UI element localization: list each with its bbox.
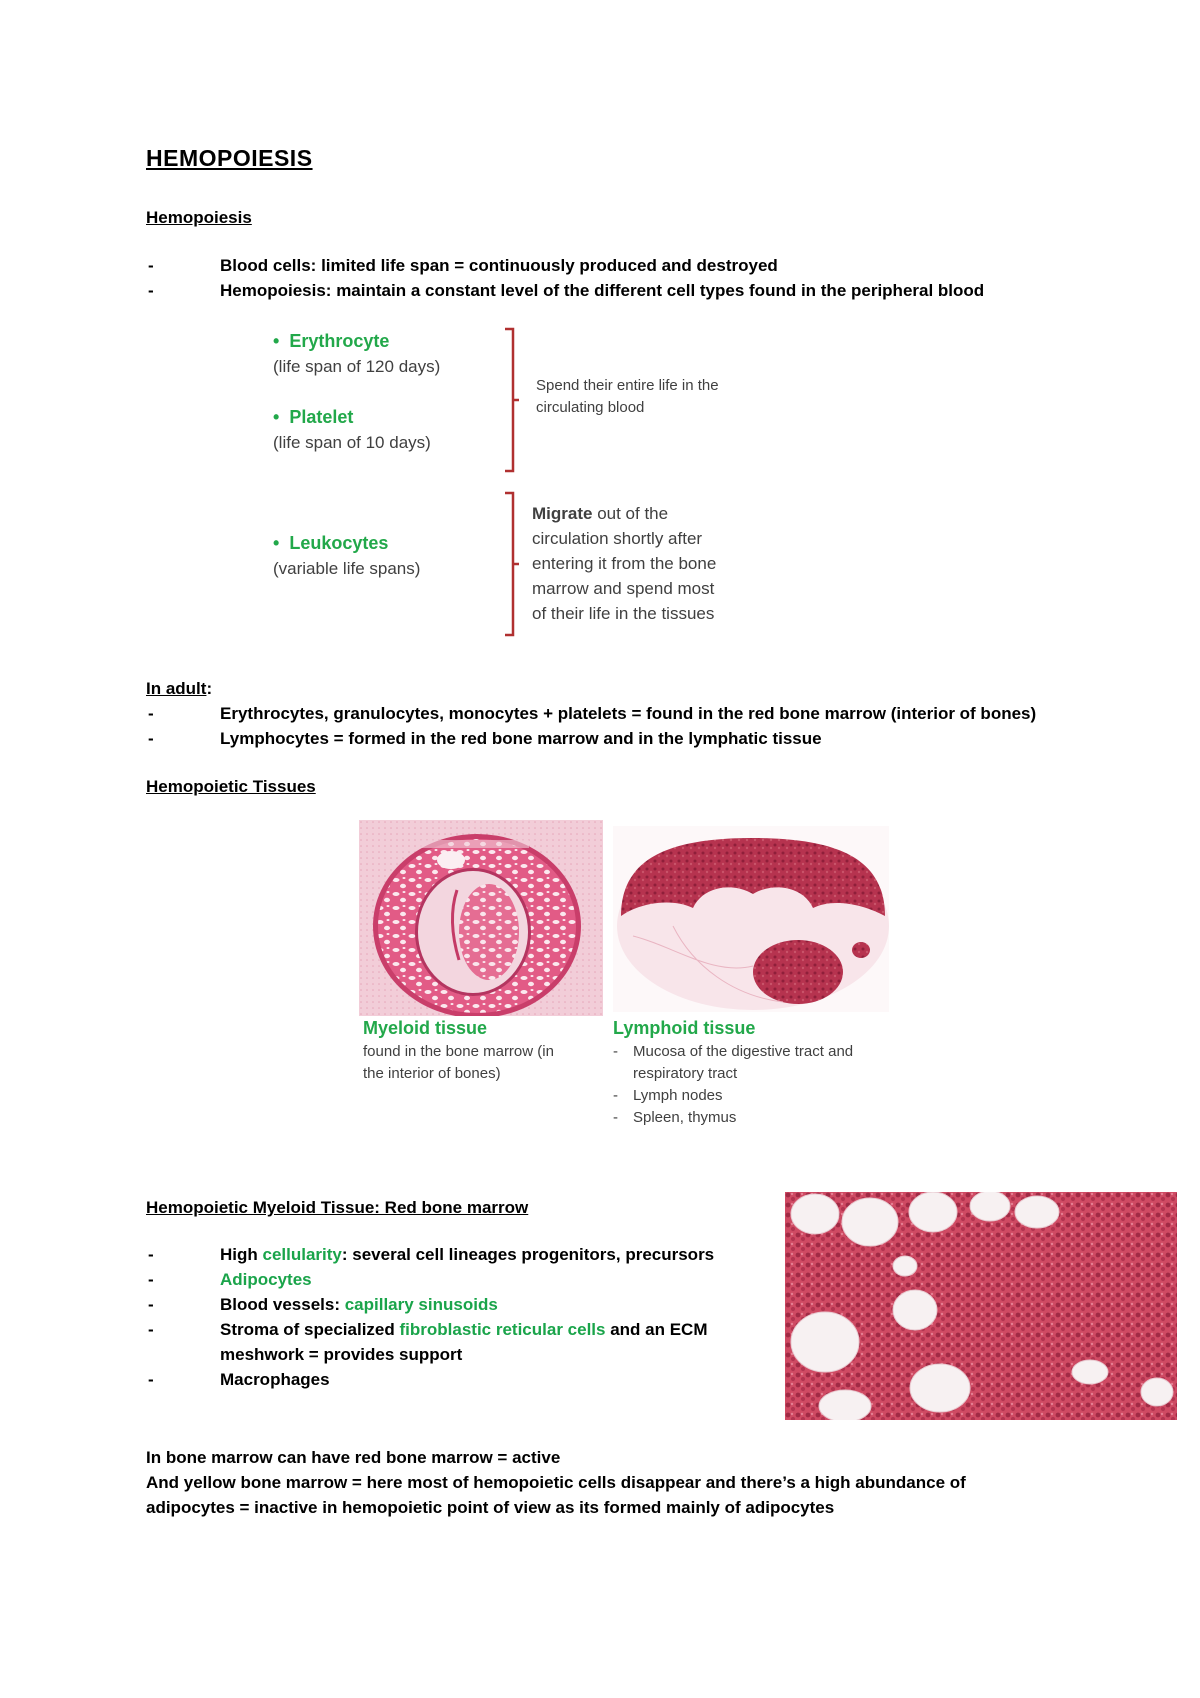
bracket1-note <box>536 375 719 419</box>
note-line: circulating blood <box>536 399 645 416</box>
bullet-dash: - <box>148 1295 154 1314</box>
bullet-dash: - <box>148 729 154 748</box>
list-item: Erythrocytes, granulocytes, monocytes + platelets = found in the red bone marrow (interior of bones) <box>220 704 1037 723</box>
list-item: Blood vessels: capillary sinusoids <box>220 1295 498 1314</box>
leukocytes-lifespan: (variable life spans) <box>273 559 421 578</box>
figure-cell-lifespans <box>270 325 790 645</box>
leukocytes-label: Leukocytes <box>289 533 389 553</box>
list-item: High cellularity: several cell lineages progenitors, precursors <box>220 1245 715 1264</box>
erythrocyte-label: Erythrocyte <box>289 331 390 351</box>
myeloid-caption <box>363 1018 603 1085</box>
note-line: Spend their entire life in the <box>536 377 719 394</box>
green-term: capillary sinusoids <box>344 1295 498 1314</box>
note-line: of their life in the tissues <box>532 604 715 623</box>
closing-paragraph <box>146 1445 966 1520</box>
paragraph-line: adipocytes = inactive in hemopoietic point of view as its formed mainly of adipocytes <box>146 1498 835 1517</box>
bullet-dash: - <box>613 1087 618 1104</box>
bullet-list-in-adult <box>148 702 1148 752</box>
bullet-glyph: • <box>273 533 280 553</box>
myeloid-tissue-image <box>359 820 603 1016</box>
bullet-dash: - <box>613 1109 618 1126</box>
section-heading-hemopoietic-tissues: Hemopoietic Tissues <box>146 777 316 796</box>
caption-line: found in the bone marrow (in <box>363 1043 554 1060</box>
right-bracket-icon <box>505 493 519 635</box>
list-item: Adipocytes <box>220 1270 312 1289</box>
paragraph-line: In bone marrow can have red bone marrow = active <box>146 1448 561 1467</box>
bullet-dash: - <box>148 704 154 723</box>
right-bracket-icon <box>505 329 519 471</box>
red-bone-marrow-image <box>785 1192 1177 1420</box>
section-heading-in-adult: In adult: <box>146 679 213 698</box>
list-item: Mucosa of the digestive tract and <box>633 1043 854 1060</box>
bracket2-note <box>532 501 716 626</box>
list-item-continuation: meshwork = provides support <box>220 1345 463 1364</box>
section-heading-hemopoiesis: Hemopoiesis <box>146 208 252 227</box>
green-term: cellularity <box>262 1245 342 1264</box>
bullet-list-red-bone-marrow <box>148 1243 768 1393</box>
note-line: entering it from the bone <box>532 554 717 573</box>
erythrocyte-lifespan: (life span of 120 days) <box>273 357 441 376</box>
list-item: Spleen, thymus <box>633 1109 737 1126</box>
bullet-dash: - <box>148 1320 154 1339</box>
lymphoid-tissue-image <box>613 826 889 1012</box>
page-title: HEMOPOIESIS <box>146 145 313 171</box>
bullet-dash: - <box>613 1043 618 1060</box>
note-line: out of the <box>592 504 669 523</box>
note-line: marrow and spend most <box>532 579 715 598</box>
bullet-dash: - <box>148 1370 154 1389</box>
list-item: Blood cells: limited life span = continuously produced and destroyed <box>220 256 778 275</box>
list-item: Hemopoiesis: maintain a constant level of the different cell types found in the peripheral blood <box>220 281 985 300</box>
bullet-glyph: • <box>273 331 280 351</box>
section-heading-red-bone-marrow: Hemopoietic Myeloid Tissue: Red bone marrow <box>146 1198 529 1217</box>
paragraph-line: And yellow bone marrow = here most of hemopoietic cells disappear and there’s a high abundance of <box>146 1473 966 1492</box>
myeloid-label: Myeloid tissue <box>363 1018 488 1038</box>
note-line: circulation shortly after <box>532 529 703 548</box>
list-item: Lymphocytes = formed in the red bone marrow and in the lymphatic tissue <box>220 729 822 748</box>
bullet-dash: - <box>148 256 154 275</box>
lymphoid-caption <box>613 1018 903 1129</box>
bracket-icons <box>502 325 522 645</box>
lymphoid-label: Lymphoid tissue <box>613 1018 756 1038</box>
platelet-label: Platelet <box>289 407 354 427</box>
migrate-bold: Migrate <box>532 504 593 523</box>
bullet-dash: - <box>148 1245 154 1264</box>
bullet-dash: - <box>148 281 154 300</box>
list-item: Macrophages <box>220 1370 330 1389</box>
platelet-lifespan: (life span of 10 days) <box>273 433 431 452</box>
bullet-glyph: • <box>273 407 280 427</box>
list-item: respiratory tract <box>633 1065 738 1082</box>
list-item: Lymph nodes <box>633 1087 723 1104</box>
caption-line: the interior of bones) <box>363 1065 501 1082</box>
list-item: Stroma of specialized fibroblastic reticular cells and an ECM <box>220 1320 708 1339</box>
green-term: fibroblastic reticular cells <box>399 1320 606 1339</box>
bullet-list-hemopoiesis <box>148 254 1048 304</box>
bullet-dash: - <box>148 1270 154 1289</box>
